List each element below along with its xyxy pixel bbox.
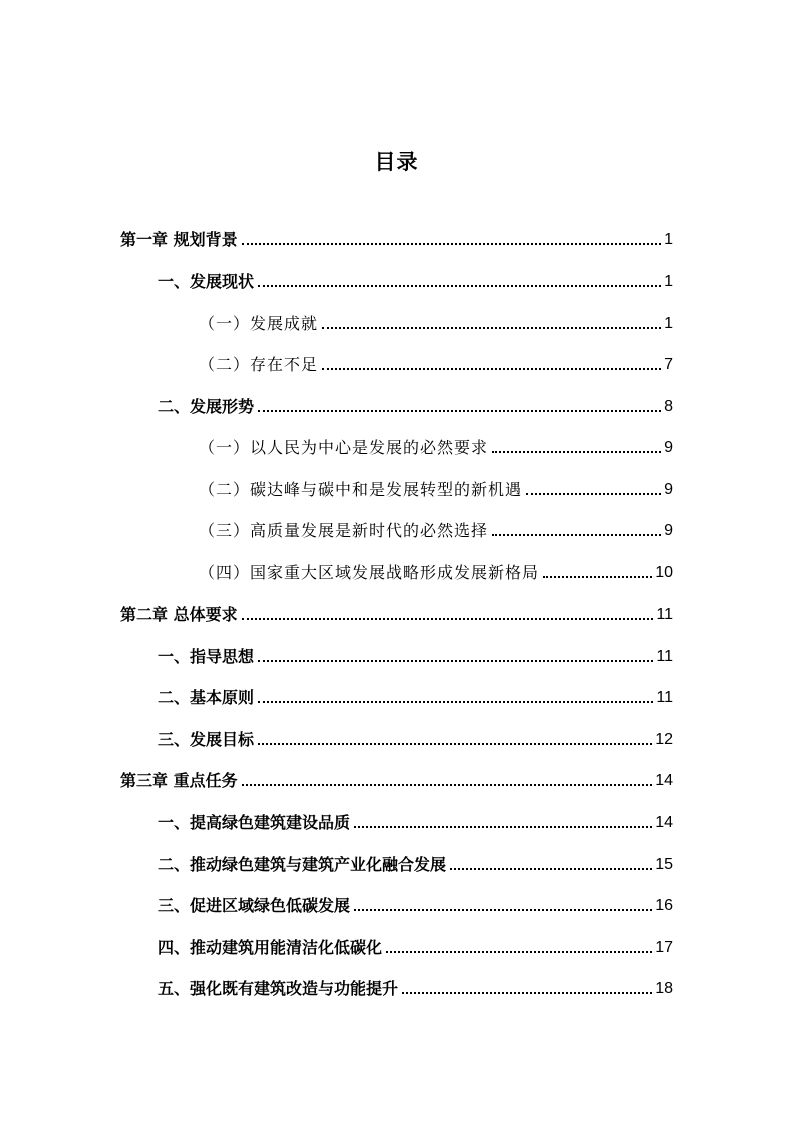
toc-entry-subsection[interactable]	[199, 517, 673, 541]
toc-page-number: 18	[655, 980, 673, 997]
dot-leader	[354, 909, 652, 911]
dot-leader	[258, 701, 653, 703]
toc-page-number: 15	[655, 856, 673, 873]
toc-entry-label: 一、指导思想	[158, 647, 255, 666]
toc-entry-section[interactable]	[158, 684, 673, 708]
dot-leader	[322, 368, 661, 370]
page-title: 目录	[374, 150, 419, 174]
toc-page-number: 9	[664, 481, 673, 498]
toc-entry-label: （一）发展成就	[199, 314, 319, 333]
toc-entry-subsection[interactable]	[199, 434, 673, 458]
dot-leader	[242, 243, 662, 245]
dot-leader	[402, 992, 652, 994]
dot-leader	[258, 410, 661, 412]
toc-entry-subsection[interactable]	[199, 476, 673, 500]
toc-page-number: 1	[664, 231, 673, 248]
toc-page-number: 8	[664, 398, 673, 415]
toc-page-number: 14	[655, 772, 673, 789]
toc-page-number: 1	[664, 273, 673, 290]
toc-entry-subsection[interactable]	[199, 310, 673, 334]
toc-entry-section[interactable]	[158, 975, 673, 999]
toc-page-number: 17	[655, 939, 673, 956]
dot-leader	[492, 534, 661, 536]
toc-entry-label: （二）碳达峰与碳中和是发展转型的新机遇	[199, 480, 523, 499]
toc-entry-section[interactable]	[158, 809, 673, 833]
toc-entry-label: 二、基本原则	[158, 688, 255, 707]
toc-entry-subsection[interactable]	[199, 351, 673, 375]
toc-page-number: 11	[656, 648, 673, 665]
dot-leader	[386, 951, 652, 953]
toc-page-number: 16	[655, 897, 673, 914]
toc-page-number: 11	[656, 689, 673, 706]
toc-page-number: 9	[664, 522, 673, 539]
toc-entry-section[interactable]	[158, 393, 673, 417]
dot-leader	[526, 493, 661, 495]
toc-page-number: 7	[664, 356, 673, 373]
toc-entry-label: 五、强化既有建筑改造与功能提升	[158, 979, 399, 998]
toc-entry-section[interactable]	[158, 851, 673, 875]
toc-entry-label: 第一章 规划背景	[120, 230, 238, 249]
dot-leader	[543, 576, 652, 578]
dot-leader	[242, 784, 653, 786]
toc-page-number: 1	[664, 315, 673, 332]
dot-leader	[258, 660, 653, 662]
toc-entry-label: （二）存在不足	[199, 355, 319, 374]
toc-entry-section[interactable]	[158, 726, 673, 750]
toc-entry-label: 一、发展现状	[158, 272, 255, 291]
toc-entry-section[interactable]	[158, 643, 673, 667]
toc-entry-label: 四、推动建筑用能清洁化低碳化	[158, 938, 383, 957]
toc-entry-label: 二、发展形势	[158, 397, 255, 416]
toc-page-number: 9	[664, 439, 673, 456]
toc-entry-label: 二、推动绿色建筑与建筑产业化融合发展	[158, 855, 447, 874]
toc-page-number: 10	[655, 564, 673, 581]
toc-entry-subsection[interactable]	[199, 559, 673, 583]
dot-leader	[322, 327, 661, 329]
toc-page-number: 12	[655, 731, 673, 748]
toc-entry-label: 三、发展目标	[158, 730, 255, 749]
toc-entry-label: 一、提高绿色建筑建设品质	[158, 813, 351, 832]
toc-entry-label: 第三章 重点任务	[120, 771, 238, 790]
toc-page-number: 11	[656, 606, 673, 623]
toc-entry-chapter-2[interactable]	[120, 601, 673, 625]
dot-leader	[354, 826, 652, 828]
toc-entry-label: （三）高质量发展是新时代的必然选择	[199, 521, 489, 540]
toc-entry-label: 三、促进区域绿色低碳发展	[158, 896, 351, 915]
toc-entry-section[interactable]	[158, 934, 673, 958]
dot-leader	[258, 285, 661, 287]
dot-leader	[258, 743, 652, 745]
toc-entry-label: 第二章 总体要求	[120, 605, 238, 624]
toc-entry-label: （一）以人民为中心是发展的必然要求	[199, 438, 489, 457]
toc-entry-section[interactable]	[158, 268, 673, 292]
dot-leader	[492, 451, 661, 453]
toc-entry-chapter-3[interactable]	[120, 767, 673, 791]
toc-page-number: 14	[655, 814, 673, 831]
toc-entry-section[interactable]	[158, 892, 673, 916]
dot-leader	[450, 868, 652, 870]
dot-leader	[242, 618, 654, 620]
toc-entry-chapter-1[interactable]	[120, 226, 673, 250]
toc-entry-label: （四）国家重大区域发展战略形成发展新格局	[199, 563, 540, 582]
